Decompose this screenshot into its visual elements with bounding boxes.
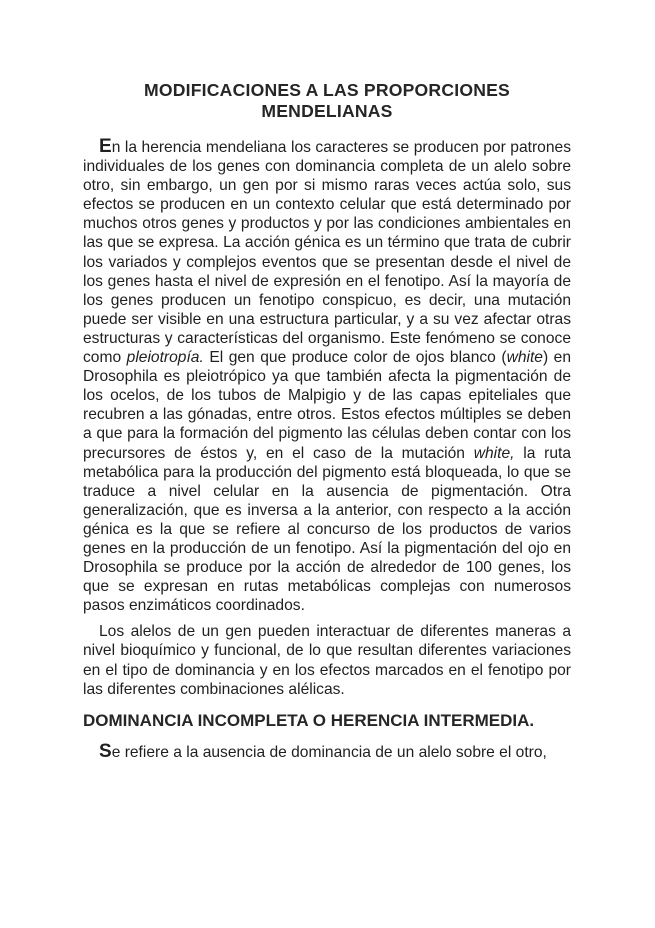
p1-text-3: ) en Drosophila es pleiotrópico ya que también afecta la pigmentación de los ocelos, de los tubos de Malpigio y de las capas epiteliales que recubren a las gónadas, entre otros. Estos efectos múltiples se deben a que para la formación del pigmento las células deben contar con los precursores de éstos y, en el caso de la mutación	[83, 349, 572, 462]
p1-text-2: El gen que produce color de ojos blanco (	[203, 349, 507, 367]
paragraph-1	[83, 137, 571, 615]
term-white-2: white,	[473, 444, 515, 462]
paragraph-3	[83, 742, 571, 762]
dropcap-s: S	[99, 740, 112, 762]
document-title	[83, 80, 571, 122]
dropcap-e: E	[99, 136, 112, 157]
p1-text-1: n la herencia mendeliana los caracteres se producen por patrones individuales de los genes con dominancia completa de un alelo sobre otro, sin embargo, un gen por si mismo raras veces actúa solo, sus efectos se producen en un contexto celular que está determinado por muchos otros genes y productos y por las condiciones ambientales en las que se expresa. La acción génica es un término que trata de cubrir los variados y complejos eventos que se presentan desde el nivel de los genes hasta el nivel de expresión en el fenotipo. Así la mayoría de los genes producen un fenotipo conspicuo, es decir, una mutación puede ser visible en una estructura particular, y a su vez afectar otras estructuras y características del organismo. Este fenómeno se conoce como	[83, 139, 571, 367]
term-white-1: white	[506, 349, 543, 367]
p3-text: e refiere a la ausencia de dominancia de un alelo sobre el otro,	[111, 743, 547, 761]
term-pleiotropia: pleiotropía.	[126, 349, 204, 367]
section-heading: DOMINANCIA INCOMPLETA O HERENCIA INTERMEDIA.	[83, 710, 535, 730]
paragraph-2: Los alelos de un gen pueden interactuar de diferentes maneras a nivel bioquímico y funcional, de lo que resultan diferentes variaciones en el tipo de dominancia y en los efectos marcados en el fenotipo por las diferentes combinaciones alélicas.	[83, 623, 571, 698]
title-line-2: MENDELIANAS	[261, 101, 393, 121]
title-line-1: MODIFICACIONES A LAS PROPORCIONES	[144, 80, 510, 100]
document-page	[0, 80, 655, 928]
p1-text-4: la ruta metabólica para la producción del pigmento está bloqueada, lo que se traduce a nivel celular en la ausencia de pigmentación. Otra generalización, que es inversa a la anterior, con respecto a la acción génica es la que se refiere al concurso de los productos de varios genes en la producción de un fenotipo. Así la pigmentación del ojo en Drosophila se produce por la acción de alrededor de 100 genes, los que se expresan en rutas metabólicas complejas con numerosos pasos enzimáticos coordinados.	[83, 444, 571, 615]
